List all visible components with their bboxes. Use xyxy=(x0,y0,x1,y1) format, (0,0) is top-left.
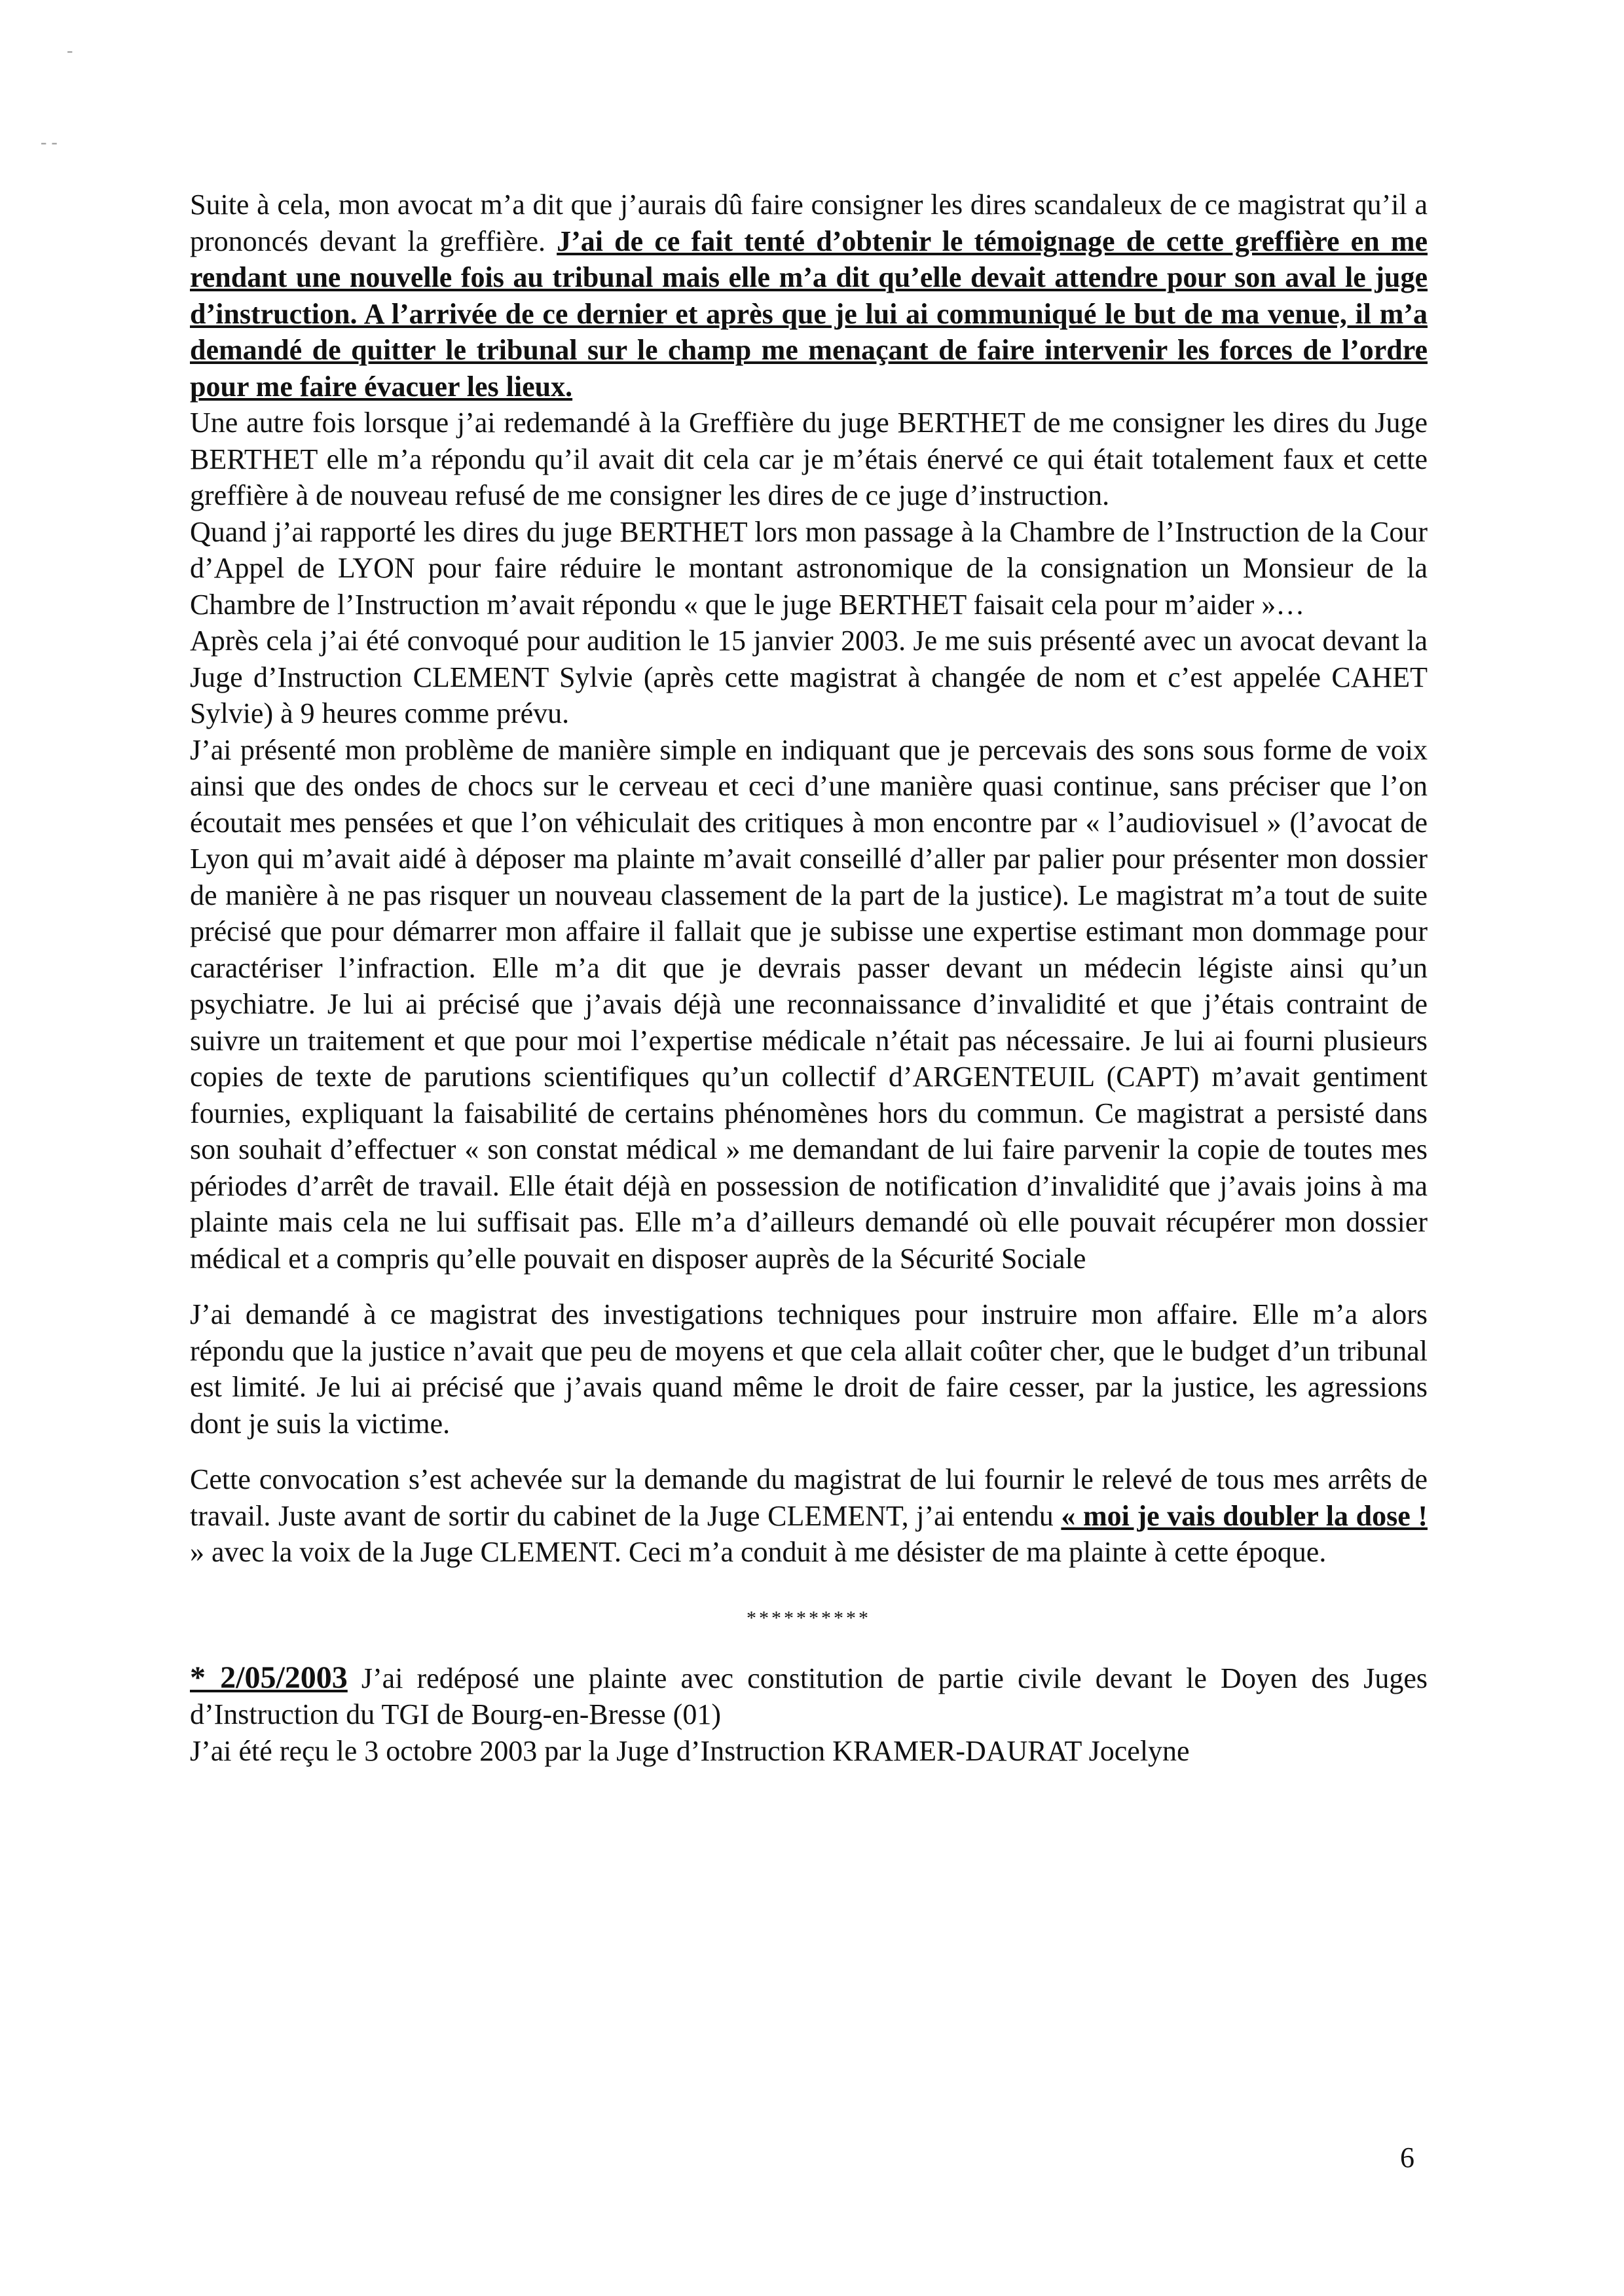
paragraph-1: Suite à cela, mon avocat m’a dit que j’aurais dû faire consigner les dires scandaleux de ce magistrat qu’il a prononcés devant la greffière. J’ai de ce fait tenté d’obtenir le témoignage de cette greffière en me rendant une nouvelle fois au tribunal mais elle m’a dit qu’elle devait attendre pour son aval le juge d’instruction. A l’arrivée de ce dernier et après que je lui ai communiqué le but de ma venue, il m’a demandé de quitter le tribunal sur le champ me menaçant de faire intervenir les forces de l’ordre pour me faire évacuer les lieux. xyxy=(190,189,1428,403)
scan-mark-top: - xyxy=(67,41,73,61)
document-body xyxy=(190,187,1428,1769)
paragraph-3: Quand j’ai rapporté les dires du juge BERTHET lors mon passage à la Chambre de l’Instruction de la Cour d’Appel de LYON pour faire réduire le montant astronomique de la consignation un Monsieur de la Chambre de l’Instruction m’avait répondu « que le juge BERTHET faisait cela pour m’aider »… xyxy=(190,515,1428,621)
underlined-bold-passage: J’ai de ce fait tenté d’obtenir le témoignage de cette greffière en me rendant une nouvelle fois au tribunal mais elle m’a dit qu’elle devait attendre pour son aval le juge d’instruction. A l’arrivée de ce dernier et après que je lui ai communiqué le but de ma venue, il m’a demandé de quitter le tribunal sur le champ me menaçant de faire intervenir les forces de l’ordre pour me faire évacuer les lieux. xyxy=(190,225,1428,403)
page-number: 6 xyxy=(1400,2141,1414,2174)
section-separator: ********** xyxy=(747,1607,871,1629)
scan-mark-side: - - xyxy=(41,132,58,153)
dated-entry: * 2/05/2003 J’ai redéposé une plainte avec constitution de partie civile devant le Doyen des Juges d’Instruction du TGI de Bourg-en-Bresse (01) xyxy=(190,1660,1428,1730)
paragraph-2: Une autre fois lorsque j’ai redemandé à la Greffière du juge BERTHET de me consigner les dires du Juge BERTHET elle m’a répondu qu’il avait dit cela car je m’étais énervé ce qui était totalement faux et cette greffière à de nouveau refusé de me consigner les dires de ce juge d’instruction. xyxy=(190,407,1428,511)
dated-entry-line2: J’ai été reçu le 3 octobre 2003 par la Juge d’Instruction KRAMER-DAURAT Jocelyne xyxy=(190,1734,1190,1767)
entry-date: * 2/05/2003 xyxy=(190,1660,348,1695)
paragraph-7: Cette convocation s’est achevée sur la demande du magistrat de lui fournir le relevé de tous mes arrêts de travail. Juste avant de sortir du cabinet de la Juge CLEMENT, j’ai entendu « moi je vais doubler la dose ! » avec la voix de la Juge CLEMENT. Ceci m’a conduit à me désister de ma plainte à cette époque. xyxy=(190,1463,1428,1568)
paragraph-5: J’ai présenté mon problème de manière simple en indiquant que je percevais des sons sous forme de voix ainsi que des ondes de chocs sur le cerveau et ceci d’une manière quasi continue, sans préciser que l’on écoutait mes pensées et que l’on véhiculait des critiques à mon encontre par « l’audiovisuel » (l’avocat de Lyon qui m’avait aidé à déposer ma plainte m’avait conseillé d’aller par palier pour présenter mon dossier de manière à ne pas risquer un nouveau classement de la part de la justice). Le magistrat m’a tout de suite précisé que pour démarrer mon affaire il fallait que je subisse une expertise estimant mon dommage pour caractériser l’infraction. Elle m’a dit que je devrais passer devant un médecin légiste ainsi qu’un psychiatre. Je lui ai précisé que j’avais déjà une reconnaissance d’invalidité et que j’étais contraint de suivre un traitement et que pour moi l’expertise médicale n’était pas nécessaire. Je lui ai fourni plusieurs copies de texte de parutions scientifiques qu’un collectif d’ARGENTEUIL (CAPT) m’avait gentiment fournies, expliquant la faisabilité de certains phénomènes hors du commun. Ce magistrat a persisté dans son souhait d’effectuer « son constat médical » me demandant de lui faire parvenir la copie de toutes mes périodes d’arrêt de travail. Elle était déjà en possession de notification d’invalidité que j’avais joins à ma plainte mais cela ne lui suffisait pas. Elle m’a d’ailleurs demandé où elle pouvait récupérer mon dossier médical et a compris qu’elle pouvait en disposer auprès de la Sécurité Sociale xyxy=(190,733,1428,1275)
paragraph-6: J’ai demandé à ce magistrat des investigations techniques pour instruire mon affaire. Elle m’a alors répondu que la justice n’avait que peu de moyens et que cela allait coûter cher, que le budget d’un tribunal est limité. Je lui ai précisé que j’avais quand même le droit de faire cesser, par la justice, les agressions dont je suis la victime. xyxy=(190,1298,1428,1440)
quoted-phrase: « moi je vais doubler la dose ! xyxy=(1061,1499,1428,1532)
paragraph-4: Après cela j’ai été convoqué pour audition le 15 janvier 2003. Je me suis présenté avec un avocat devant la Juge d’Instruction CLEMENT Sylvie (après cette magistrat à changée de nom et c’est appelée CAHET Sylvie) à 9 heures comme prévu. xyxy=(190,625,1428,729)
